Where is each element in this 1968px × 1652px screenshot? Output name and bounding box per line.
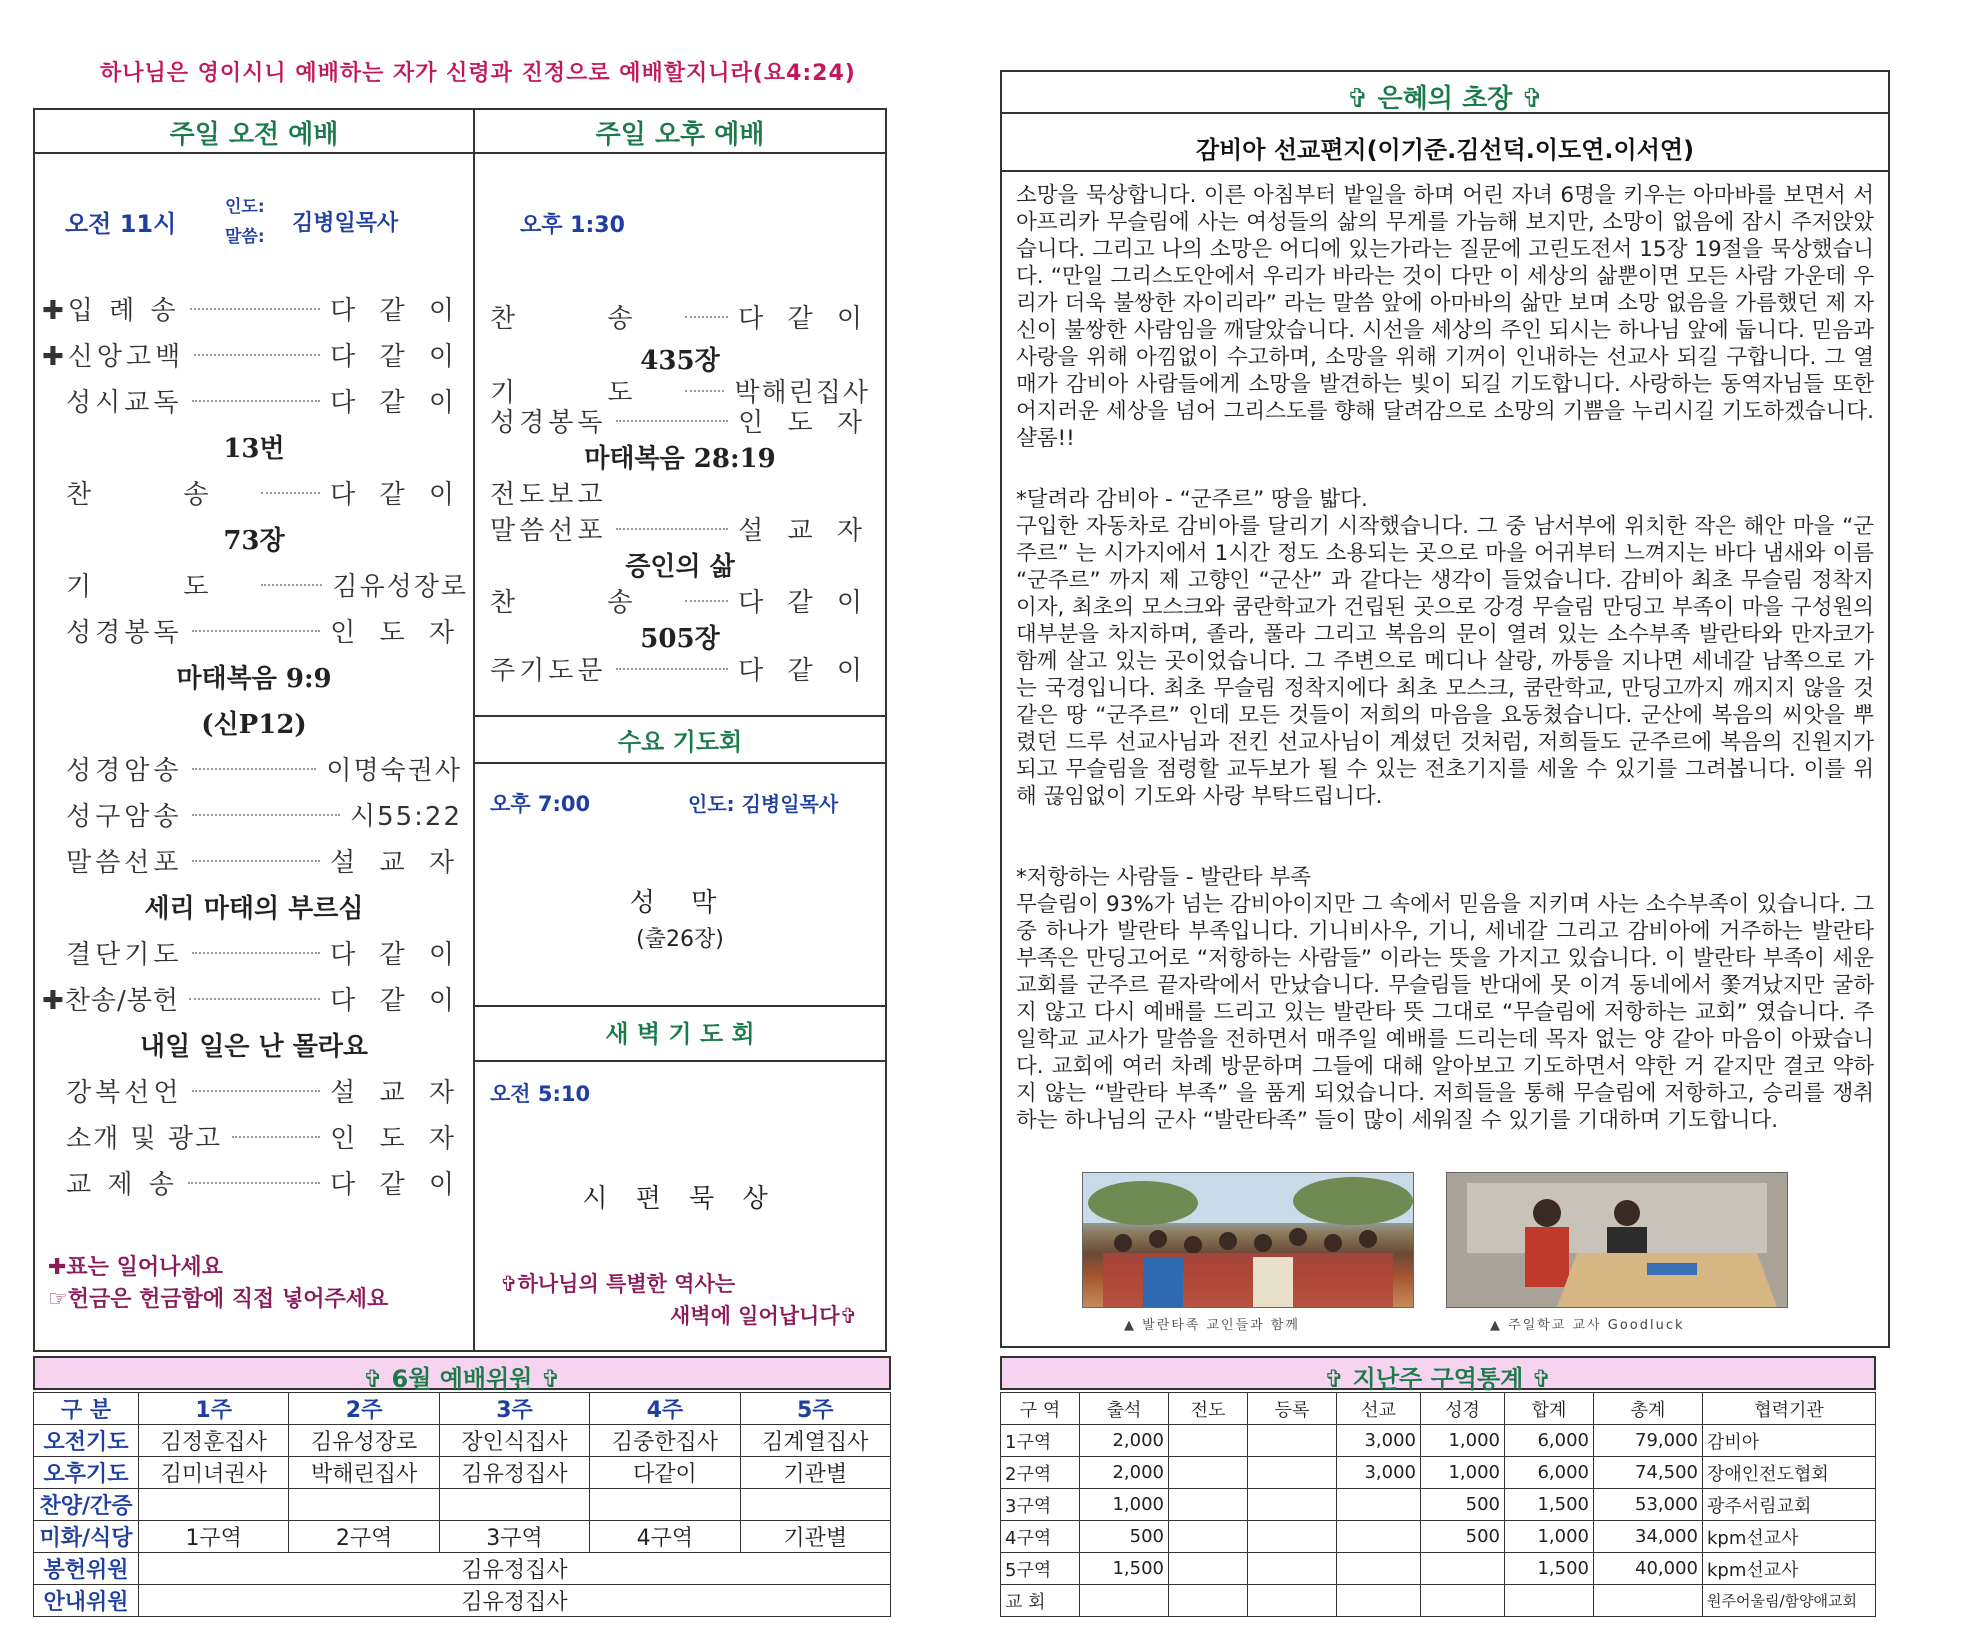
morning-item [66,842,462,879]
stats-cell: kpm선교사 [1703,1521,1876,1553]
item-value: 다 같 이 [330,940,462,970]
stats-cell [1169,1553,1248,1585]
duty-cell: 김중한집사 [590,1425,740,1457]
duty-row-label: 봉헌위원 [34,1553,139,1585]
afternoon-title: 주일 오후 예배 [595,120,765,150]
stats-cell [1421,1585,1505,1617]
item-label: 말씀선포 [490,516,607,546]
stats-cell: 장애인전도협회 [1703,1457,1876,1489]
stats-cell [1337,1553,1421,1585]
dot-leader [192,860,320,862]
stats-header-cell: 합계 [1505,1393,1594,1425]
stats-row [1001,1585,1876,1617]
stats-row [1001,1425,1876,1457]
duty-cell: 김계열집사 [740,1425,890,1457]
duty-cell [740,1489,890,1521]
morning-item [66,1118,462,1155]
item-label: 강복선언 [66,1078,183,1108]
stats-cell: 2,000 [1080,1425,1169,1457]
item-label: 성구암송 [66,802,183,832]
letter-subtitle: 감비아 선교편지(이기준.김선덕.이도연.이서연) [1195,136,1695,164]
dawn-note-2: 새벽에 일어납니다✞ [670,1304,858,1328]
dot-leader [685,390,725,392]
duty-row [34,1521,891,1553]
morning-scripture: 마태복음 9:9 [176,664,332,694]
header-divider [33,152,887,154]
stats-header-row [1001,1393,1876,1425]
header-verse: 하나님은 영이시니 예배하는 자가 신령과 진정으로 예배할지니라(요4:24) [100,61,856,86]
wednesday-divider [475,715,887,717]
afternoon-hymn-1: 435장 [640,346,720,376]
stats-row [1001,1489,1876,1521]
stats-cell: 2,000 [1080,1457,1169,1489]
duty-title: ✞ 6월 예배위원 ✞ [363,1365,561,1393]
offering-note: ☞헌금은 헌금함에 직접 넣어주세요 [48,1287,389,1312]
stats-cell: 5구역 [1001,1553,1080,1585]
stats-cell: 1,000 [1080,1489,1169,1521]
duty-cell: 다같이 [590,1457,740,1489]
item-label: 찬 송 [490,588,675,618]
stats-cell [1169,1521,1248,1553]
item-label: 성경봉독 [66,618,183,648]
duty-row-label: 찬양/간증 [34,1489,139,1521]
stand-note: ✚표는 일어나세요 [48,1255,223,1280]
morning-item [42,336,462,373]
morning-pastor: 김병일목사 [292,211,399,236]
morning-item [66,474,462,511]
dawn-divider [475,1005,887,1007]
dot-leader [192,814,339,816]
item-label: 전도보고 [490,480,607,510]
stats-header-cell: 성경 [1421,1393,1505,1425]
item-label: 성경봉독 [490,408,607,438]
stats-cell [1169,1489,1248,1521]
stats-cell: 교 회 [1001,1585,1080,1617]
stats-cell [1169,1457,1248,1489]
stats-cell: kpm선교사 [1703,1553,1876,1585]
item-value: 다 같 이 [330,388,462,418]
dot-leader [261,492,321,494]
stats-cell [1505,1585,1594,1617]
stats-cell: 79,000 [1594,1425,1703,1457]
afternoon-item [490,298,870,335]
item-label: 찬 송 [66,480,251,510]
stats-cell: 500 [1080,1521,1169,1553]
stats-cell: 2구역 [1001,1457,1080,1489]
stats-header-cell: 등록 [1248,1393,1337,1425]
item-value: 다 같 이 [738,588,870,618]
duty-cell: 김정훈집사 [139,1425,289,1457]
morning-item [66,612,462,649]
dot-leader [616,668,728,670]
item-label: ✚입 례 송 [42,296,180,326]
dot-leader [616,420,728,422]
morning-item [66,566,468,603]
photo-caption-2: ▲ 주일학교 교사 Goodluck [1490,1318,1685,1333]
duty-cell: 기관별 [740,1521,890,1553]
item-label: 결단기도 [66,940,183,970]
morning-item [66,934,462,971]
stats-cell [1169,1425,1248,1457]
item-value: 다 같 이 [330,480,462,510]
duty-cell: 김유정집사 [139,1585,891,1617]
dot-leader [685,600,729,602]
stats-cell: 1,500 [1505,1489,1594,1521]
stats-row [1001,1553,1876,1585]
letter-paragraph-1: 소망을 묵상합니다. 이른 아침부터 밭일을 하며 어린 자녀 6명을 키우는 아마바를 보면서 서아프리카 무슬림에 사는 여성들의 삶의 무게를 가늠해 보지만, 소망이 없음에 잠시 주저앉았습니다. 그리고 나의 소망은 어디에 있는가라는 질문에 고린도전서 15장 19절을 묵상했습니다. “만일 그리스도안에서 우리가 바라는 것이 다만 이 세상의 삶뿐이면 모든 사람 가운데 우리가 더욱 불쌍한 자이리라” 라는 말씀 앞에 아마바의 삶만 보며 소망 없음을 가름했던 제 자신이 불쌍한 사람임을 깨달았습니다. 시선을 세상의 주인 되시는 하나님 앞에 둡니다. 믿음과 사랑을 위해 아낌없이 수고하며, 소망을 위해 기꺼이 인내하는 선교사 되길 구합니다. 그 열매가 감비아 사람들에게 소망을 발견하는 빛이 되길 기도합니다. 사랑하는 동역자님들 또한 어지러운 세상을 넘어 그리스도를 향해 달려감으로 소망의 기쁨을 누리시길 기도하겠습니다. 샬롬!! [1016,183,1874,451]
wednesday-header-divider [475,762,887,764]
stats-cell: 광주서림교회 [1703,1489,1876,1521]
morning-hymn: 73장 [223,526,285,556]
duty-cell [289,1489,439,1521]
duty-row-label: 안내위원 [34,1585,139,1617]
stats-header-cell: 선교 [1337,1393,1421,1425]
stats-cell: 500 [1421,1521,1505,1553]
item-value: 다 같 이 [330,986,462,1016]
duty-header-cell: 5주 [740,1393,890,1425]
afternoon-item [490,474,870,511]
duty-row [34,1489,891,1521]
duty-row [34,1585,891,1617]
wednesday-time: 오후 7:00 [490,792,591,816]
stats-cell [1248,1425,1337,1457]
dot-leader [192,630,320,632]
item-value: 박해린집사 [734,378,870,408]
item-value: 다 같 이 [738,656,870,686]
dawn-header-divider [475,1060,887,1062]
duty-row-label: 오후기도 [34,1457,139,1489]
duty-cell: 3구역 [439,1521,589,1553]
duty-row [34,1457,891,1489]
item-value: 다 같 이 [330,1170,462,1200]
duty-header-row [34,1393,891,1425]
afternoon-scripture: 마태복음 28:19 [584,444,776,474]
duty-header-cell: 3주 [439,1393,589,1425]
dawn-time: 오전 5:10 [490,1082,591,1106]
stats-cell: 74,500 [1594,1457,1703,1489]
teacher-illustration [1447,1173,1787,1307]
duty-header-cell: 2주 [289,1393,439,1425]
stats-cell: 53,000 [1594,1489,1703,1521]
item-value: 인 도 자 [330,618,462,648]
item-label: ✚신앙고백 [42,342,185,372]
item-label: 기 도 [490,378,675,408]
morning-item [66,1072,462,1109]
letter-paragraph-3: 무슬림이 93%가 넘는 감비아이지만 그 속에서 믿음을 지키며 사는 소수부족이 있습니다. 그 중 하나가 발란타 부족입니다. 기니비사우, 기니, 세네갈 그리고 감비아에 거주하는 발란타 부족은 만딩고어로 “저항하는 사람들” 이라는 뜻을 가지고 있습니다. 이 발란타 부족이 세운 교회를 군주르 끝자락에서 만났습니다. 무슬림들 반대에 못 이겨 동네에서 쫓겨났지만 굴하지 않고 다시 예배를 드리고 있는 발란타 뜻 그대로 “무슬림에 저항하는 교회” 였습니다. 주일학교 교사가 말씀을 전하면서 매주일 예배를 드리는데 목자 없는 양 같아 마음이 아팠습니다. 교회에 여러 차례 방문하며 그들에 대해 알아보고 기도하면서 약한 거 같지만 결코 약하지 않는 “발란타 부족” 을 품게 되었습니다. 저희들을 통해 무슬림에 저항하고, 승리를 쟁취하는 하나님의 군사 “발란타족” 들이 많이 세워질 수 있기를 기대하며 기도합니다. [1016,892,1874,1133]
afternoon-item [490,510,870,547]
stats-row [1001,1521,1876,1553]
stats-table [1000,1392,1876,1617]
stats-cell: 원주어울림/함양애교회 [1703,1585,1876,1617]
item-label: 소개 및 광고 [66,1124,223,1154]
stats-header-cell: 협력기관 [1703,1393,1876,1425]
item-value: 설 교 자 [330,1078,462,1108]
dot-leader [189,998,320,1000]
dot-leader [192,1090,320,1092]
stats-cell [1248,1489,1337,1521]
duty-cell: 김유정집사 [439,1457,589,1489]
letter-section-title: ✞ 은혜의 초장 ✞ [1346,84,1544,114]
letter-subtitle-divider [1000,170,1890,172]
morning-item [66,796,462,833]
stats-cell: 40,000 [1594,1553,1703,1585]
dot-leader [192,768,316,770]
stats-cell: 1,500 [1080,1553,1169,1585]
wednesday-topic: 성 막 [629,888,731,918]
stats-header-cell: 총계 [1594,1393,1703,1425]
wednesday-lead: 인도: 김병일목사 [688,792,839,816]
item-value: 인 도 자 [738,408,870,438]
dawn-title: 새 벽 기 도 회 [605,1020,755,1048]
item-value: 설 교 자 [330,848,462,878]
duty-cell: 4구역 [590,1521,740,1553]
crowd-illustration [1083,1173,1413,1307]
duty-row-label: 미화/식당 [34,1521,139,1553]
duty-row [34,1425,891,1457]
item-label: 말씀선포 [66,848,183,878]
item-value: 다 같 이 [738,304,870,334]
duty-header-cell: 구 분 [34,1393,139,1425]
stats-header-cell: 출석 [1080,1393,1169,1425]
stats-cell: 감비아 [1703,1425,1876,1457]
duty-cell [439,1489,589,1521]
morning-word-label: 말씀: [225,227,265,247]
duty-cell: 기관별 [740,1457,890,1489]
stats-cell: 1,500 [1505,1553,1594,1585]
duty-cell: 2구역 [289,1521,439,1553]
item-value: 다 같 이 [330,296,462,326]
item-value: 김유성장로 [332,572,468,602]
duty-row-label: 오전기도 [34,1425,139,1457]
stats-title: ✞ 지난주 구역통계 ✞ [1324,1365,1552,1393]
stats-cell: 1구역 [1001,1425,1080,1457]
item-value: 설 교 자 [738,516,870,546]
item-value: 이명숙권사 [326,756,462,786]
dot-leader [192,952,320,954]
morning-item [42,290,462,327]
stats-cell [1248,1585,1337,1617]
letter-heading-3: *저항하는 사람들 - 발란타 부족 [1016,865,1312,890]
stats-cell [1337,1521,1421,1553]
item-label: ✚찬송/봉헌 [42,986,180,1016]
afternoon-time: 오후 1:30 [520,213,625,238]
dot-leader [192,400,320,402]
dot-leader [685,316,729,318]
duty-cell: 김유성장로 [289,1425,439,1457]
morning-item [42,980,462,1017]
stats-cell [1248,1521,1337,1553]
stats-cell: 3,000 [1337,1425,1421,1457]
stats-cell: 34,000 [1594,1521,1703,1553]
item-label: 주기도문 [490,656,607,686]
duty-header-cell: 1주 [139,1393,289,1425]
stats-row [1001,1457,1876,1489]
duty-cell [590,1489,740,1521]
dot-leader [232,1136,320,1138]
afternoon-item [490,582,870,619]
stats-cell [1594,1585,1703,1617]
morning-item [66,382,462,419]
dot-leader [261,584,323,586]
afternoon-item [490,650,870,687]
item-label: 교 제 송 [66,1170,178,1200]
stats-cell: 3구역 [1001,1489,1080,1521]
stats-header-cell: 구 역 [1001,1393,1080,1425]
stats-cell [1248,1457,1337,1489]
item-value: 다 같 이 [330,342,462,372]
stats-cell [1421,1553,1505,1585]
morning-item [66,750,462,787]
stats-cell [1337,1489,1421,1521]
item-label: 성시교독 [66,388,183,418]
duty-header-cell: 4주 [590,1393,740,1425]
responsive-reading-number: 13번 [223,434,285,464]
item-label: 기 도 [66,572,251,602]
photo-caption-1: ▲ 발란타족 교인들과 함께 [1124,1318,1300,1333]
item-value: 시55:22 [349,802,462,832]
offering-hymn: 내일 일은 난 몰라요 [139,1032,369,1062]
stats-header-cell: 전도 [1169,1393,1248,1425]
item-label: 성경암송 [66,756,183,786]
photo-sunday-school-teacher [1446,1172,1788,1308]
morning-time: 오전 11시 [65,210,177,238]
morning-title: 주일 오전 예배 [169,120,339,150]
wednesday-title: 수요 기도회 [617,728,743,756]
stats-cell: 6,000 [1505,1457,1594,1489]
afternoon-sermon-title: 증인의 삶 [625,552,735,582]
letter-heading-2: *달려라 감비아 - “군주르” 땅을 밟다. [1016,487,1368,512]
morning-scripture-page: (신P12) [201,710,307,740]
duty-row [34,1553,891,1585]
dot-leader [190,308,320,310]
stats-cell [1169,1585,1248,1617]
duty-cell: 김유정집사 [139,1553,891,1585]
dawn-note-1: ✞하나님의 특별한 역사는 [500,1272,736,1296]
stats-cell: 500 [1421,1489,1505,1521]
stats-cell: 4구역 [1001,1521,1080,1553]
morning-item [66,1164,462,1201]
letter-paragraph-2: 구입한 자동차로 감비아를 달리기 시작했습니다. 그 중 남서부에 위치한 작은 해안 마을 “군주르” 는 시가지에서 1시간 정도 소용되는 곳으로 마을 어귀부터 느껴지는 바다 냄새와 이름 “군주르” 까지 제 고향인 “군산” 과 같다는 생각이 들었습니다. 감비아 최초 무슬림 정착지이자, 최초의 모스크와 쿰란학교가 건립된 곳으로 강경 무슬림 만딩고 부족이 마을 구성원의 대부분을 차지하며, 졸라, 풀라 그리고 복음의 문이 열려 있는 소수부족 발란타와 만자코가 함께 살고 있는 곳이었습니다. 그 주변으로 메디나 살랑, 까퉁을 지나면 세네갈 남쪽으로 가는 국경입니다. 최초 무슬림 정착지에다 최초 모스크, 쿰란학교, 만딩고까지 깨지지 않을 것 같은 땅 “군주르” 인데 모든 것들이 저희의 마음을 요동쳤습니다. 군산에 복음의 씨앗을 뿌렸던 드루 선교사님과 전킨 선교사님이 계셨던 것처럼, 저희들도 군주르에 복음의 진원지가 되고 무슬림을 점령할 교두보가 될 수 있는 전초기지를 세울 수 있기를 그려봅니다. 이를 위해 끊임없이 기도와 사랑 부탁드립니다. [1016,514,1874,809]
stats-cell: 1,000 [1421,1457,1505,1489]
afternoon-item [490,402,870,439]
stats-cell: 3,000 [1337,1457,1421,1489]
item-value: 인 도 자 [330,1124,462,1154]
stats-cell: 6,000 [1505,1425,1594,1457]
duty-table [33,1392,891,1617]
stats-cell: 1,000 [1505,1521,1594,1553]
stats-cell: 1,000 [1421,1425,1505,1457]
duty-cell: 김미녀권사 [139,1457,289,1489]
dot-leader [194,354,320,356]
stats-cell [1337,1585,1421,1617]
morning-sermon-title: 세리 마태의 부르심 [144,894,364,924]
dot-leader [188,1182,320,1184]
stats-cell [1080,1585,1169,1617]
photo-balanta-congregation [1082,1172,1414,1308]
stats-cell [1248,1553,1337,1585]
afternoon-hymn-2: 505장 [640,624,720,654]
duty-cell: 1구역 [139,1521,289,1553]
duty-cell [139,1489,289,1521]
dot-leader [616,528,728,530]
duty-cell: 박해린집사 [289,1457,439,1489]
dawn-topic: 시 편 묵 상 [582,1184,778,1214]
item-label: 찬 송 [490,304,675,334]
duty-cell: 장인식집사 [439,1425,589,1457]
morning-lead-label: 인도: [225,197,265,217]
wednesday-topic-ref: (출26장) [636,927,724,952]
